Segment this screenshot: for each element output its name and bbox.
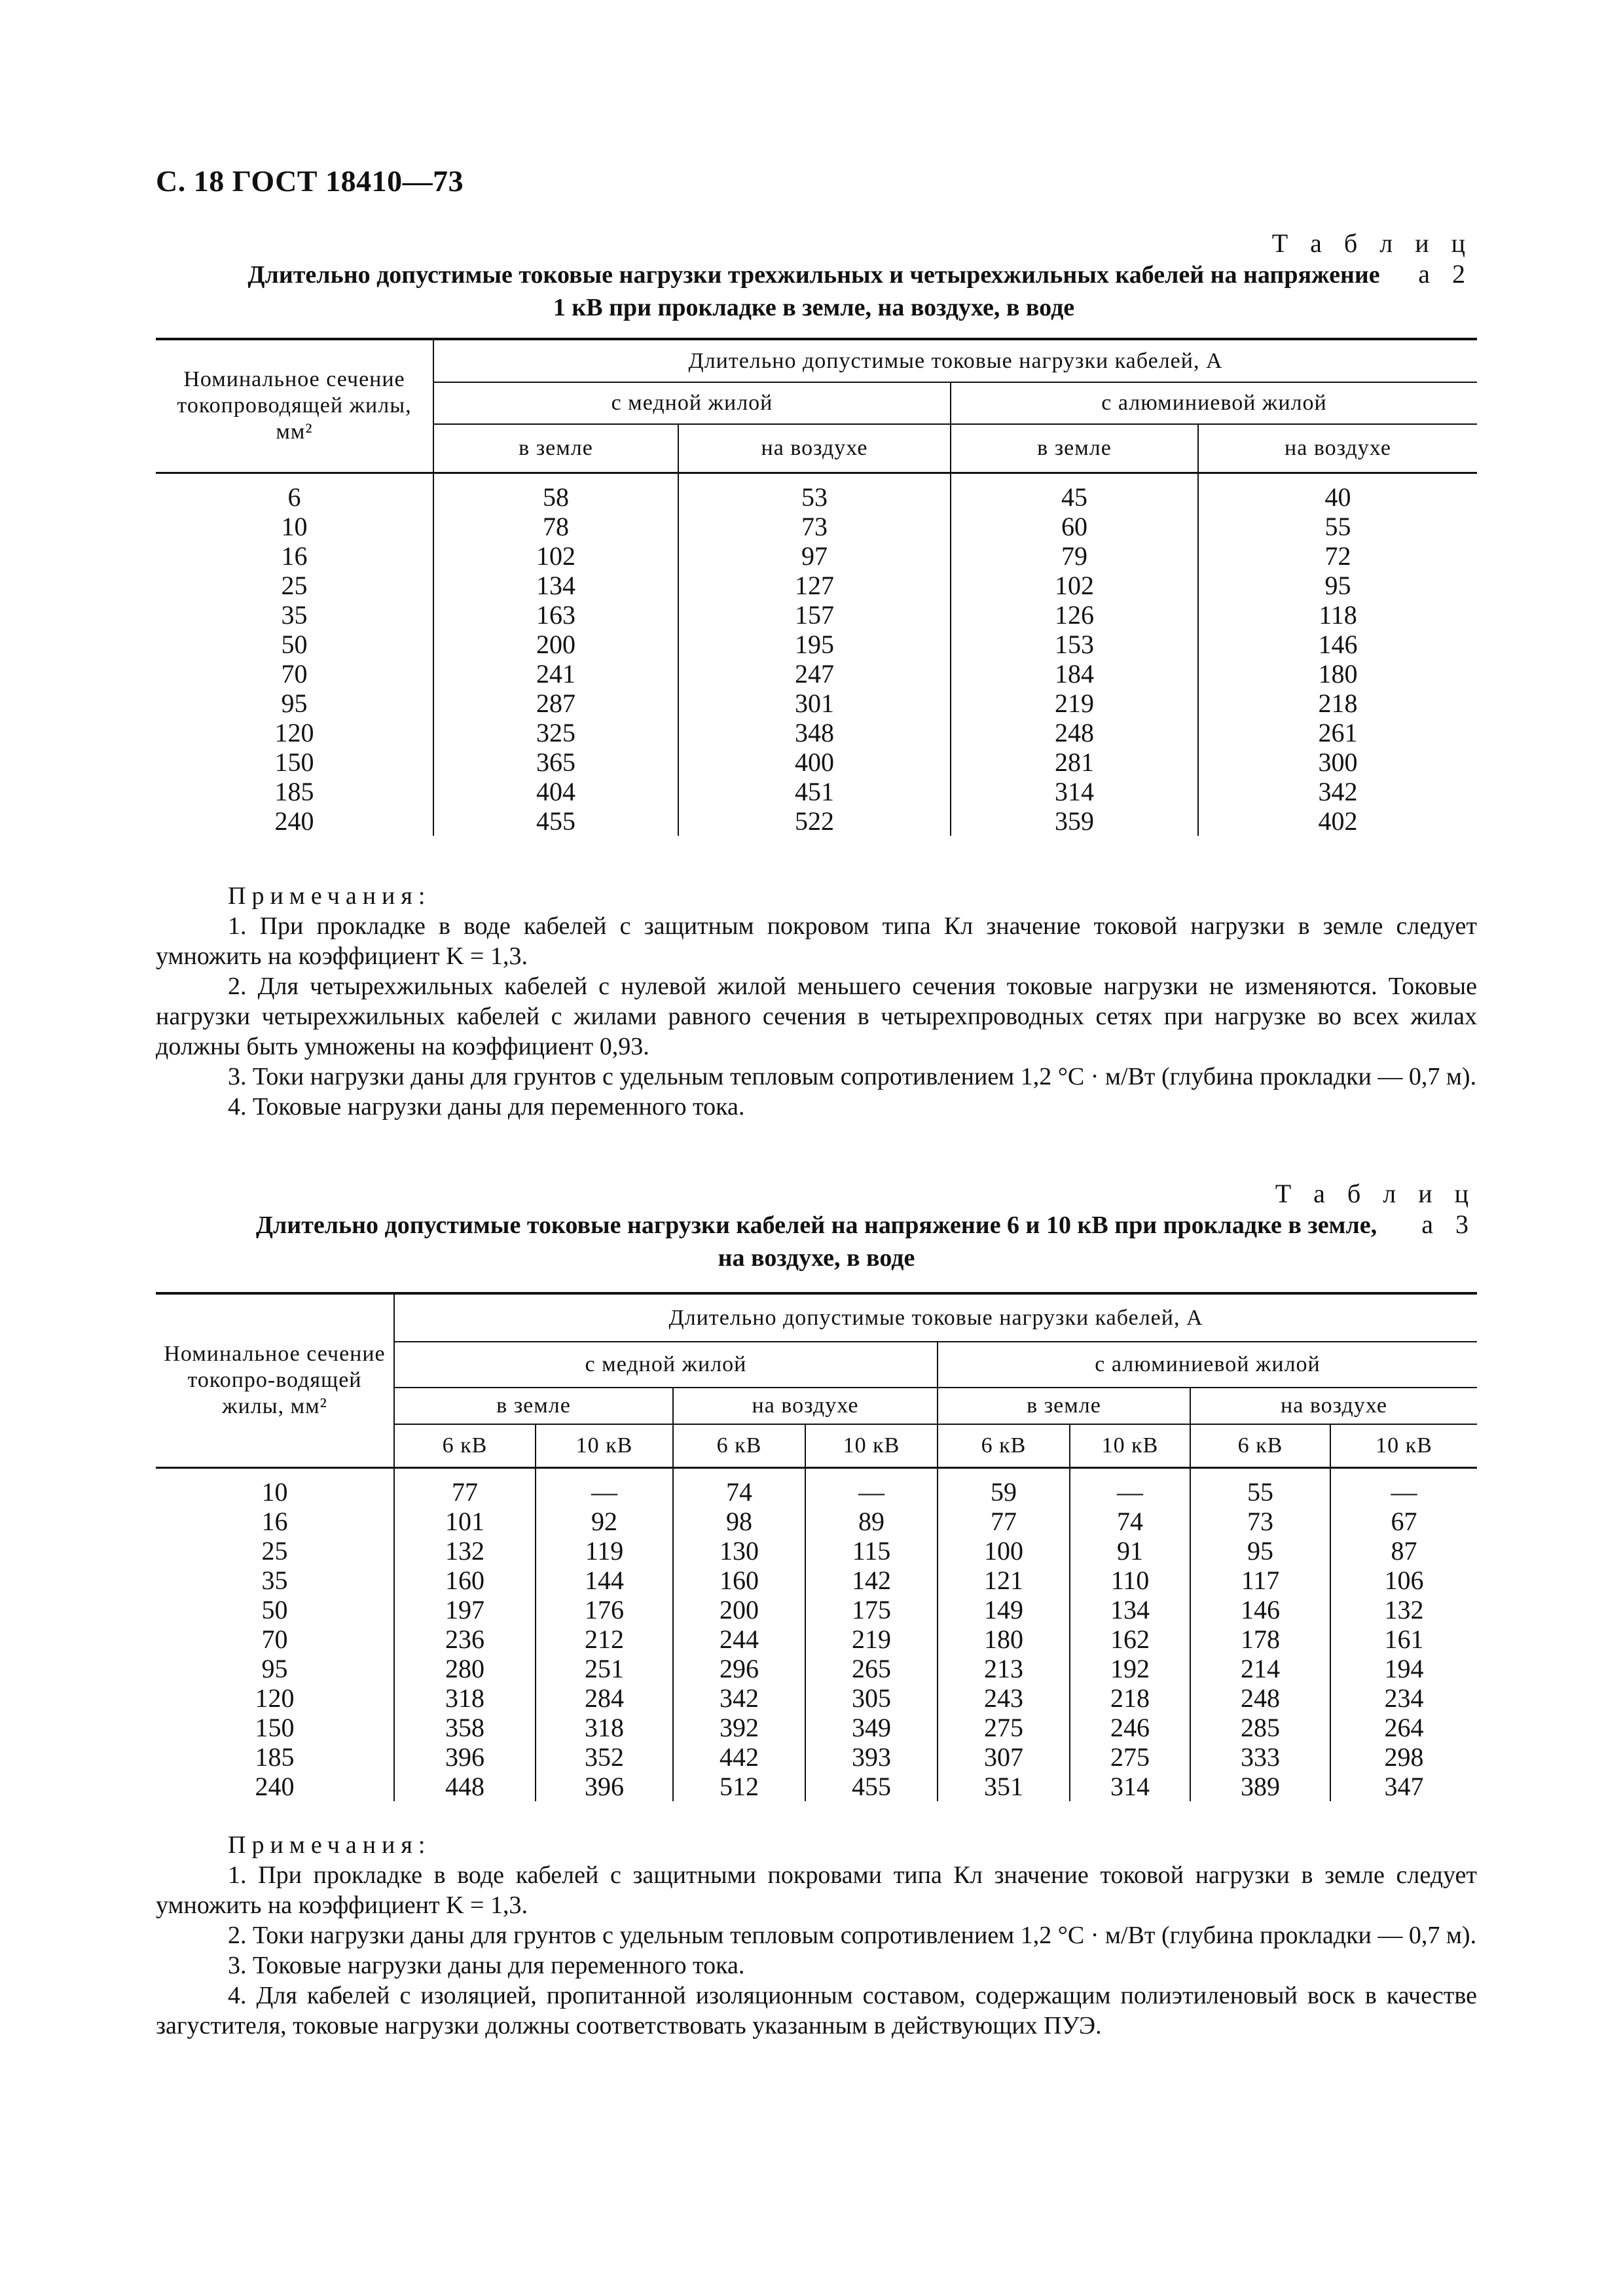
table3-value-cell: 115	[805, 1536, 938, 1566]
table2-value-cell: 73	[678, 512, 951, 541]
table3-value-cell: 130	[673, 1536, 805, 1566]
table2-aluminum-ground-header: в земле	[951, 424, 1198, 473]
table2-value-cell: 45	[951, 473, 1198, 512]
table3-value-cell: 265	[805, 1654, 938, 1683]
table3-value-cell: 212	[536, 1624, 673, 1654]
table2-value-cell: 79	[951, 541, 1198, 571]
table2-value-cell: 404	[433, 777, 678, 806]
table3-value-cell: 149	[938, 1595, 1070, 1624]
table3-voltage-10kv-header: 10 кВ	[536, 1424, 673, 1467]
table3-row	[156, 1742, 1477, 1772]
table2-row	[156, 473, 1477, 512]
table2-note-3: 3. Токи нагрузки даны для грунтов с удельным тепловым сопротивлением 1,2 °С · м/Вт (глубина прокладки — 0,7 м).	[228, 1063, 1477, 1090]
table3-row	[156, 1772, 1477, 1801]
table2-row	[156, 571, 1477, 600]
table3-value-cell: 512	[673, 1772, 805, 1801]
table2-value-cell: 195	[678, 630, 951, 659]
table2-caption-line2: 1 кВ при прокладке в земле, на воздухе, в воде	[553, 294, 1075, 321]
table3-note-2: 2. Токи нагрузки даны для грунтов с удельным тепловым сопротивлением 1,2 °С · м/Вт (глубина прокладки — 0,7 м).	[228, 1922, 1477, 1949]
table3-value-cell: 347	[1384, 1772, 1424, 1801]
table2-value-cell: 522	[678, 806, 951, 836]
table2-section-cell: 185	[156, 777, 433, 806]
table3-copper-air-header: на воздухе	[673, 1388, 938, 1424]
table3-value-cell: 176	[536, 1595, 673, 1624]
table3-value-cell: 142	[805, 1566, 938, 1595]
table3-value-cell: 192	[1070, 1654, 1190, 1683]
table2-value-cell: 359	[951, 806, 1198, 836]
table3-value-cell: —	[805, 1467, 938, 1507]
table2-value-cell: 118	[1319, 600, 1357, 630]
table2-value-cell: 281	[951, 747, 1198, 777]
table2-value-cell: 248	[951, 718, 1198, 747]
table3-value-cell: 200	[673, 1595, 805, 1624]
table3-voltage-6kv-header: 6 кВ	[1190, 1424, 1330, 1467]
table3-value-cell: 117	[1190, 1566, 1330, 1595]
table3-row	[156, 1566, 1477, 1595]
table2-row	[156, 747, 1477, 777]
table2-value-cell: 180	[1318, 659, 1358, 689]
table2-section-cell: 35	[156, 600, 433, 630]
table2-value-cell: 287	[433, 689, 678, 718]
table2-note-2: 2. Для четырехжильных кабелей с нулевой жилой меньшего сечения токовые нагрузки не изменяются. Токовые нагрузки четырехжильных кабелей с жилами равного сечения в четырехпроводных сетях при нагрузке во всех жилах должны быть умножены на коэффициент 0,93.	[156, 973, 1477, 1060]
table3-value-cell: 358	[394, 1713, 536, 1742]
table3-value-cell: 296	[673, 1654, 805, 1683]
table3-value-cell: 234	[1384, 1683, 1424, 1713]
table3-value-cell: 119	[536, 1536, 673, 1566]
table3-value-cell: 246	[1070, 1713, 1190, 1742]
table3-value-cell: 236	[394, 1624, 536, 1654]
table3-voltage-6kv-header: 6 кВ	[394, 1424, 536, 1467]
table3-value-cell: 280	[394, 1654, 536, 1683]
table2-value-cell: 102	[951, 571, 1198, 600]
table3-value-cell: 59	[938, 1467, 1070, 1507]
table3-aluminum-header: с алюминиевой жилой	[938, 1342, 1477, 1388]
table2-section-cell: 6	[156, 473, 433, 512]
table2-value-cell: 102	[433, 541, 678, 571]
table3-value-cell: 74	[1070, 1507, 1190, 1536]
table3-value-cell: 121	[938, 1566, 1070, 1595]
table3-row	[156, 1624, 1477, 1654]
table2-value-cell: 97	[678, 541, 951, 571]
table3-value-cell: 89	[805, 1507, 938, 1536]
table3-value-cell: 351	[938, 1772, 1070, 1801]
table2-notes	[156, 881, 1477, 1122]
table3-notes	[156, 1830, 1477, 2041]
table3-value-cell: 178	[1190, 1624, 1330, 1654]
table3-value-cell: 349	[805, 1713, 938, 1742]
table3-value-cell: 392	[673, 1713, 805, 1742]
table3-value-cell: 194	[1384, 1654, 1424, 1683]
table3-section-header: Номинальное сечение токопро-водящей жилы, мм²	[156, 1293, 394, 1467]
table2-value-cell: 72	[1324, 541, 1351, 571]
table2-value-cell: 400	[678, 747, 951, 777]
table2-copper-header: с медной жилой	[433, 382, 951, 424]
table3-value-cell: 77	[394, 1467, 536, 1507]
table2-value-cell: 134	[433, 571, 678, 600]
table3-value-cell: 243	[938, 1683, 1070, 1713]
table3-value-cell: 314	[1070, 1772, 1190, 1801]
table3-value-cell: 352	[536, 1742, 673, 1772]
table3-value-cell: 305	[805, 1683, 938, 1713]
table2-body	[156, 473, 1477, 836]
table2-section-header: Номинальное сечение токопроводящей жилы, мм²	[156, 339, 433, 473]
table3-value-cell: 342	[673, 1683, 805, 1713]
table3-note-1: 1. При прокладке в воде кабелей с защитными покровами типа Кл значение токовой нагрузки в земле следует умножить на коэффициент K = 1,3.	[156, 1861, 1477, 1919]
table2-value-cell: 219	[951, 689, 1198, 718]
table3-value-cell: 100	[938, 1536, 1070, 1566]
table2-value-cell: 60	[951, 512, 1198, 541]
table3-section-cell: 240	[156, 1772, 394, 1801]
table2-note-4: 4. Токовые нагрузки даны для переменного тока.	[228, 1093, 745, 1121]
table2-value-cell: 241	[433, 659, 678, 689]
table3-value-cell: 442	[673, 1742, 805, 1772]
table2-value-cell: 95	[1324, 571, 1351, 600]
table2-row	[156, 777, 1477, 806]
table2-row	[156, 718, 1477, 747]
table3-value-cell: 275	[1070, 1742, 1190, 1772]
table3-value-cell: 98	[673, 1507, 805, 1536]
table3-aluminum-ground-header: в земле	[938, 1388, 1190, 1424]
table3-value-cell: 318	[536, 1713, 673, 1742]
table3-value-cell: 132	[1384, 1595, 1424, 1624]
table3-section-cell: 16	[156, 1507, 394, 1536]
table2-value-cell: 455	[433, 806, 678, 836]
table2-value-cell: 146	[1318, 630, 1358, 659]
table3-value-cell: 307	[938, 1742, 1070, 1772]
table3-value-cell: 248	[1190, 1683, 1330, 1713]
table3-value-cell: 214	[1190, 1654, 1330, 1683]
table2-value-cell: 58	[433, 473, 678, 512]
table3-value-cell: 244	[673, 1624, 805, 1654]
table3-caption-line1: Длительно допустимые токовые нагрузки кабелей на напряжение 6 и 10 кВ при прокладке в земле,	[255, 1211, 1377, 1239]
table3-value-cell: 92	[536, 1507, 673, 1536]
table2-copper-ground-header: в земле	[433, 424, 678, 473]
table2-value-cell: 40	[1324, 482, 1351, 512]
table3-label: Т а б л и ц а 3	[1275, 1179, 1476, 1239]
table2-loads-header: Длительно допустимые токовые нагрузки кабелей, А	[433, 339, 1477, 382]
table3-value-cell: 219	[805, 1624, 938, 1654]
table2-value-cell: 218	[1318, 689, 1358, 718]
table3-value-cell: 275	[938, 1713, 1070, 1742]
table2-section-cell: 10	[156, 512, 433, 541]
table3-value-cell: 285	[1190, 1713, 1330, 1742]
table3-section-cell: 50	[156, 1595, 394, 1624]
table3-section-cell: 150	[156, 1713, 394, 1742]
table3-voltage-10kv-header: 10 кВ	[1070, 1424, 1190, 1467]
table3-voltage-6kv-header: 6 кВ	[673, 1424, 805, 1467]
table3-value-cell: 180	[938, 1624, 1070, 1654]
table3-value-cell: 175	[805, 1595, 938, 1624]
table2-value-cell: 126	[951, 600, 1198, 630]
table3-value-cell: —	[1070, 1467, 1190, 1507]
table3-value-cell: 298	[1384, 1742, 1424, 1772]
table2-value-cell: 127	[678, 571, 951, 600]
table3-section-cell: 35	[156, 1566, 394, 1595]
table2-value-cell: 451	[678, 777, 951, 806]
table3-value-cell: 396	[536, 1772, 673, 1801]
table3-note-3: 3. Токовые нагрузки даны для переменного тока.	[228, 1952, 745, 1979]
table3-notes-heading: Примечания:	[228, 1831, 431, 1859]
table2-section-cell: 240	[156, 806, 433, 836]
table2-aluminum-air-header: на воздухе	[1198, 424, 1477, 473]
table3-value-cell: 144	[536, 1566, 673, 1595]
table3	[156, 1292, 1477, 1801]
table2-row	[156, 806, 1477, 836]
table3-body	[156, 1467, 1477, 1801]
table3-section-cell: 25	[156, 1536, 394, 1566]
table3-value-cell: 77	[938, 1507, 1070, 1536]
table3-value-cell: 160	[394, 1566, 536, 1595]
table2-value-cell: 300	[1318, 747, 1358, 777]
table3-caption	[156, 1209, 1477, 1274]
table2-section-cell: 150	[156, 747, 433, 777]
table3-value-cell: 67	[1391, 1507, 1417, 1536]
table2-value-cell: 200	[433, 630, 678, 659]
table2-section-cell: 16	[156, 541, 433, 571]
table2-section-cell: 120	[156, 718, 433, 747]
table3-section-cell: 70	[156, 1624, 394, 1654]
table2-caption-line1: Длительно допустимые токовые нагрузки трехжильных и четырехжильных кабелей на напряжение	[247, 261, 1380, 289]
table3-row	[156, 1507, 1477, 1536]
table2-section-cell: 25	[156, 571, 433, 600]
table3-value-cell: 396	[394, 1742, 536, 1772]
table2-section-cell: 95	[156, 689, 433, 718]
table2-value-cell: 348	[678, 718, 951, 747]
table3-value-cell: 146	[1190, 1595, 1330, 1624]
table2-value-cell: 157	[678, 600, 951, 630]
table3-value-cell: 74	[673, 1467, 805, 1507]
table3-section-cell: 185	[156, 1742, 394, 1772]
table2-value-cell: 365	[433, 747, 678, 777]
table2-note-1: 1. При прокладке в воде кабелей с защитным покровом типа Кл значение токовой нагрузки в земле следует умножить на коэффициент K = 1,3.	[156, 912, 1477, 970]
table2-value-cell: 184	[951, 659, 1198, 689]
table3-note-4: 4. Для кабелей с изоляцией, пропитанной изоляционным составом, содержащим полиэтиленовый воск в качестве загустителя, токовые нагрузки должны соответствовать указанным в действующих ПУЭ.	[156, 1982, 1477, 2039]
table3-caption-line2: на воздухе, в воде	[718, 1244, 915, 1272]
table2	[156, 338, 1477, 836]
table3-copper-header: с медной жилой	[394, 1342, 938, 1388]
table3-value-cell: 218	[1070, 1683, 1190, 1713]
table3-value-cell: 132	[394, 1536, 536, 1566]
table2-row	[156, 512, 1477, 541]
table2-notes-heading: Примечания:	[228, 882, 431, 910]
table3-value-cell: 161	[1384, 1624, 1424, 1654]
table3-section-cell: 10	[156, 1467, 394, 1507]
table3-value-cell: 73	[1190, 1507, 1330, 1536]
table3-value-cell: —	[536, 1467, 673, 1507]
table2-value-cell: 342	[1318, 777, 1358, 806]
table3-section-cell: 95	[156, 1654, 394, 1683]
table3-row	[156, 1713, 1477, 1742]
table3-row	[156, 1536, 1477, 1566]
table2-label: Т а б л и ц а 2	[1271, 228, 1473, 289]
table2-value-cell: 78	[433, 512, 678, 541]
table2-caption	[156, 259, 1472, 324]
table2-row	[156, 630, 1477, 659]
table3-value-cell: 389	[1190, 1772, 1330, 1801]
table3-value-cell: 213	[938, 1654, 1070, 1683]
table3-loads-header: Длительно допустимые токовые нагрузки кабелей, А	[394, 1293, 1477, 1342]
table3-voltage-10kv-header: 10 кВ	[805, 1424, 938, 1467]
table3-aluminum-air-header: на воздухе	[1190, 1388, 1477, 1424]
table2-value-cell: 301	[678, 689, 951, 718]
table3-row	[156, 1467, 1477, 1507]
table2-row	[156, 659, 1477, 689]
table2-value-cell: 53	[678, 473, 951, 512]
table3-value-cell: —	[1391, 1477, 1417, 1507]
table3-value-cell: 91	[1070, 1536, 1190, 1566]
table2-row	[156, 689, 1477, 718]
table2-section-cell: 50	[156, 630, 433, 659]
table3-value-cell: 197	[394, 1595, 536, 1624]
table3-value-cell: 448	[394, 1772, 536, 1801]
table2-value-cell: 325	[433, 718, 678, 747]
table2-value-cell: 153	[951, 630, 1198, 659]
table3-value-cell: 393	[805, 1742, 938, 1772]
table3-value-cell: 134	[1070, 1595, 1190, 1624]
table3-value-cell: 110	[1070, 1566, 1190, 1595]
table2-value-cell: 163	[433, 600, 678, 630]
table2-aluminum-header: с алюминиевой жилой	[951, 382, 1477, 424]
table2-section-cell: 70	[156, 659, 433, 689]
table3-value-cell: 318	[394, 1683, 536, 1713]
table3-value-cell: 106	[1384, 1566, 1424, 1595]
table3-value-cell: 95	[1190, 1536, 1330, 1566]
table2-value-cell: 314	[951, 777, 1198, 806]
table2-row	[156, 541, 1477, 571]
table3-section-cell: 120	[156, 1683, 394, 1713]
table3-value-cell: 455	[805, 1772, 938, 1801]
table2-value-cell: 402	[1318, 806, 1358, 836]
table3-copper-ground-header: в земле	[394, 1388, 673, 1424]
table3-value-cell: 333	[1190, 1742, 1330, 1772]
table2-value-cell: 55	[1324, 512, 1351, 541]
table2-value-cell: 261	[1318, 718, 1358, 747]
table2-row	[156, 600, 1477, 630]
table2-value-cell: 247	[678, 659, 951, 689]
table3-row	[156, 1683, 1477, 1713]
table3-value-cell: 160	[673, 1566, 805, 1595]
table2-copper-air-header: на воздухе	[678, 424, 951, 473]
table3-value-cell: 55	[1190, 1467, 1330, 1507]
table3-value-cell: 251	[536, 1654, 673, 1683]
table3-value-cell: 87	[1391, 1536, 1417, 1566]
table3-voltage-6kv-header: 6 кВ	[938, 1424, 1070, 1467]
table3-value-cell: 162	[1070, 1624, 1190, 1654]
table3-row	[156, 1595, 1477, 1624]
table3-value-cell: 284	[536, 1683, 673, 1713]
table3-row	[156, 1654, 1477, 1683]
table3-voltage-10kv-header: 10 кВ	[1330, 1424, 1477, 1467]
table3-value-cell: 101	[394, 1507, 536, 1536]
page-header: С. 18 ГОСТ 18410—73	[156, 164, 464, 198]
table3-value-cell: 264	[1384, 1713, 1424, 1742]
